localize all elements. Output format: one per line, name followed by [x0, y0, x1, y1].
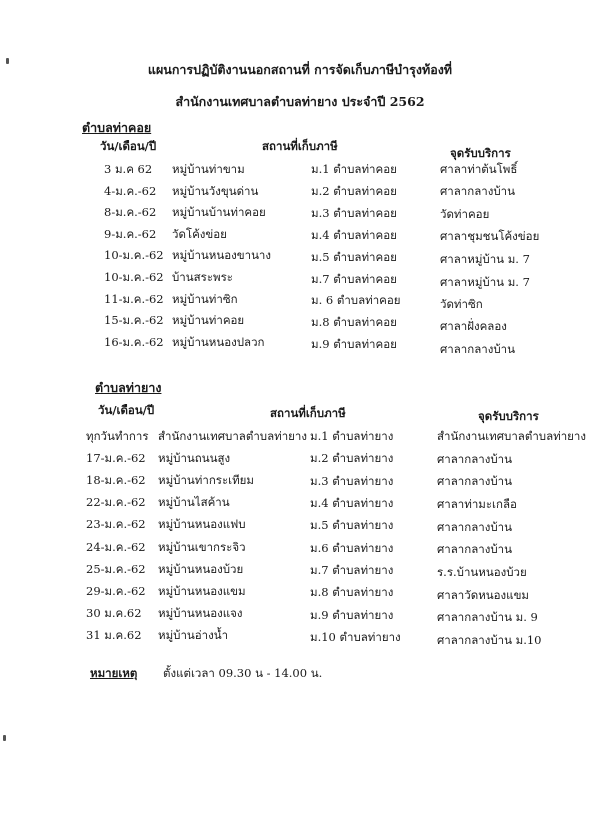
row-service: วัดท่าซิก [440, 296, 483, 311]
row-village: หมู่บ้านหนองขานาง [172, 248, 271, 263]
section-title-tha-yang: ตำบลท่ายาง [95, 380, 162, 395]
row-date: 10-ม.ค.-62 [104, 270, 164, 284]
row-date: 31 ม.ค.62 [86, 627, 142, 642]
note-text: ตั้งแต่เวลา 09.30 น - 14.00 น. [163, 666, 323, 680]
row-moo: ม.10 ตำบลท่ายาง [310, 630, 401, 645]
header-service: จุดรับบริการ [450, 146, 511, 160]
row-date: 16-ม.ค.-62 [104, 334, 164, 349]
row-moo: ม.8 ตำบลท่ายาง [310, 585, 394, 600]
row-moo: ม.4 ตำบลท่าคอย [311, 227, 397, 242]
row-moo: ม.5 ตำบลท่าคอย [311, 249, 397, 264]
row-moo: ม.2 ตำบลท่าคอย [311, 183, 397, 198]
row-date: 8-ม.ค.-62 [104, 205, 157, 220]
table-row [0, 472, 600, 492]
row-village: หมู่บ้านอ่างน้ำ [158, 627, 229, 642]
row-village: สำนักงานเทศบาลตำบลท่ายาง [158, 429, 307, 443]
row-village: หมู่บ้านหนองแจง [158, 605, 243, 620]
header-date: วัน/เดือน/ปี [100, 139, 157, 153]
row-moo: ม.9 ตำบลท่าคอย [311, 337, 397, 352]
row-moo: ม.7 ตำบลท่าคอย [311, 271, 397, 286]
row-moo: ม.2 ตำบลท่ายาง [310, 451, 394, 466]
row-moo: ม.1 ตำบลท่ายาง [310, 429, 394, 443]
row-date: 23-ม.ค.-62 [86, 517, 146, 532]
table-row [0, 583, 600, 603]
row-village: หมู่บ้านหนองบ้วย [158, 561, 244, 576]
table-row [0, 516, 600, 536]
document-subtitle: สำนักงานเทศบาลตำบลท่ายาง ประจำปี 2562 [175, 94, 425, 109]
row-date: ทุกวันทำการ [86, 429, 149, 443]
table-row [0, 269, 600, 289]
table-row [0, 291, 600, 311]
table-row [0, 561, 600, 581]
row-village: หมู่บ้านท่าขาม [172, 162, 245, 176]
row-service: ศาลาท่ามะเกลือ [437, 496, 517, 511]
table-row [0, 334, 600, 354]
row-service: วัดท่าคอย [440, 206, 490, 221]
row-service: ร.ร.บ้านหนองบ้วย [437, 564, 527, 579]
row-service: ศาลาหมู่บ้าน ม. 7 [440, 274, 530, 289]
row-village: หมู่บ้านไสค้าน [158, 495, 230, 510]
row-date: 30 ม.ค.62 [86, 605, 142, 620]
scan-speck [6, 58, 9, 64]
row-village: หมู่บ้านท่ากระเทียม [158, 473, 254, 488]
row-village: หมู่บ้านท่าซิก [172, 291, 238, 306]
table-row [0, 627, 600, 647]
row-service: ศาลาหมู่บ้าน ม. 7 [440, 251, 530, 266]
row-moo: ม.6 ตำบลท่ายาง [310, 540, 394, 555]
row-moo: ม.1 ตำบลท่าคอย [311, 162, 397, 176]
row-date: 15-ม.ค.-62 [104, 313, 164, 328]
row-date: 9-ม.ค.-62 [104, 226, 157, 241]
row-moo: ม.3 ตำบลท่าคอย [311, 205, 397, 220]
row-service: ศาลาท่าต้นโพธิ์ [440, 162, 518, 176]
header-service: จุดรับบริการ [478, 409, 539, 423]
row-service: ศาลาชุมชนโค้งข่อย [440, 229, 540, 244]
row-village: หมู่บ้านถนนสูง [158, 451, 231, 466]
row-moo: ม.3 ตำบลท่ายาง [310, 473, 394, 488]
row-date: 17-ม.ค.-62 [86, 451, 146, 466]
header-place: สถานที่เก็บภาษี [262, 139, 338, 153]
table-row [0, 161, 600, 181]
row-moo: ม.4 ตำบลท่ายาง [310, 496, 394, 511]
row-service: ศาลากลางบ้าน ม.10 [437, 632, 542, 647]
row-date: 29-ม.ค.-62 [86, 583, 146, 598]
row-date: 18-ม.ค.-62 [86, 473, 146, 488]
row-service: ศาลากลางบ้าน [440, 184, 515, 199]
row-service: ศาลากลางบ้าน [437, 519, 512, 534]
row-village: วัดโค้งข่อย [172, 226, 227, 241]
row-village: บ้านสระพระ [172, 270, 233, 284]
table-row [0, 605, 600, 625]
row-date: 4-ม.ค.-62 [104, 183, 157, 198]
row-village: หมู่บ้านหนองแฟบ [158, 517, 246, 532]
row-service: ศาลาวัดหนองแขม [437, 587, 530, 602]
table-row [0, 247, 600, 267]
row-moo: ม.8 ตำบลท่าคอย [311, 315, 397, 330]
header-date: วัน/เดือน/ปี [98, 403, 155, 417]
table-row [0, 183, 600, 203]
row-service: ศาลากลางบ้าน [440, 341, 515, 356]
row-date: 10-ม.ค.-62 [104, 248, 164, 263]
row-village: หมู่บ้านวังขุนด่าน [172, 183, 259, 198]
row-moo: ม. 6 ตำบลท่าคอย [311, 293, 401, 308]
table-row [0, 226, 600, 246]
section-title-tha-khoi: ตำบลท่าคอย [82, 120, 152, 135]
row-moo: ม.5 ตำบลท่ายาง [310, 518, 394, 533]
row-service: ศาลากลางบ้าน ม. 9 [437, 610, 538, 625]
table-row [0, 539, 600, 559]
table-row [0, 428, 600, 448]
row-village: หมู่บ้านบ้านท่าคอย [172, 205, 266, 220]
row-village: หมู่บ้านหนองปลวก [172, 334, 265, 349]
table-row [0, 494, 600, 514]
row-date: 25-ม.ค.-62 [86, 561, 146, 576]
document-title: แผนการปฏิบัติงานนอกสถานที่ การจัดเก็บภาษีบำรุงท้องที่ [147, 62, 453, 77]
row-service: ศาลากลางบ้าน [437, 542, 512, 557]
row-moo: ม.7 ตำบลท่ายาง [310, 563, 394, 578]
row-date: 11-ม.ค.-62 [104, 291, 164, 306]
table-row [0, 204, 600, 224]
row-date: 3 ม.ค 62 [104, 162, 153, 176]
row-moo: ม.9 ตำบลท่ายาง [310, 607, 394, 622]
row-date: 22-ม.ค.-62 [86, 495, 146, 510]
row-date: 24-ม.ค.-62 [86, 539, 146, 554]
table-row [0, 312, 600, 332]
row-village: หมู่บ้านท่าคอย [172, 313, 245, 328]
header-place: สถานที่เก็บภาษี [270, 406, 346, 420]
row-service: ศาลาฝั่งคลอง [440, 319, 507, 334]
table-row [0, 450, 600, 470]
row-service: ศาลากลางบ้าน [437, 474, 512, 489]
note-label: หมายเหตุ [90, 666, 138, 680]
scan-speck [3, 735, 6, 741]
row-service: สำนักงานเทศบาลตำบลท่ายาง [437, 429, 586, 443]
row-service: ศาลากลางบ้าน [437, 451, 512, 466]
row-village: หมู่บ้านหนองแขม [158, 583, 246, 598]
row-village: หมู่บ้านเขากระจิว [158, 539, 246, 554]
